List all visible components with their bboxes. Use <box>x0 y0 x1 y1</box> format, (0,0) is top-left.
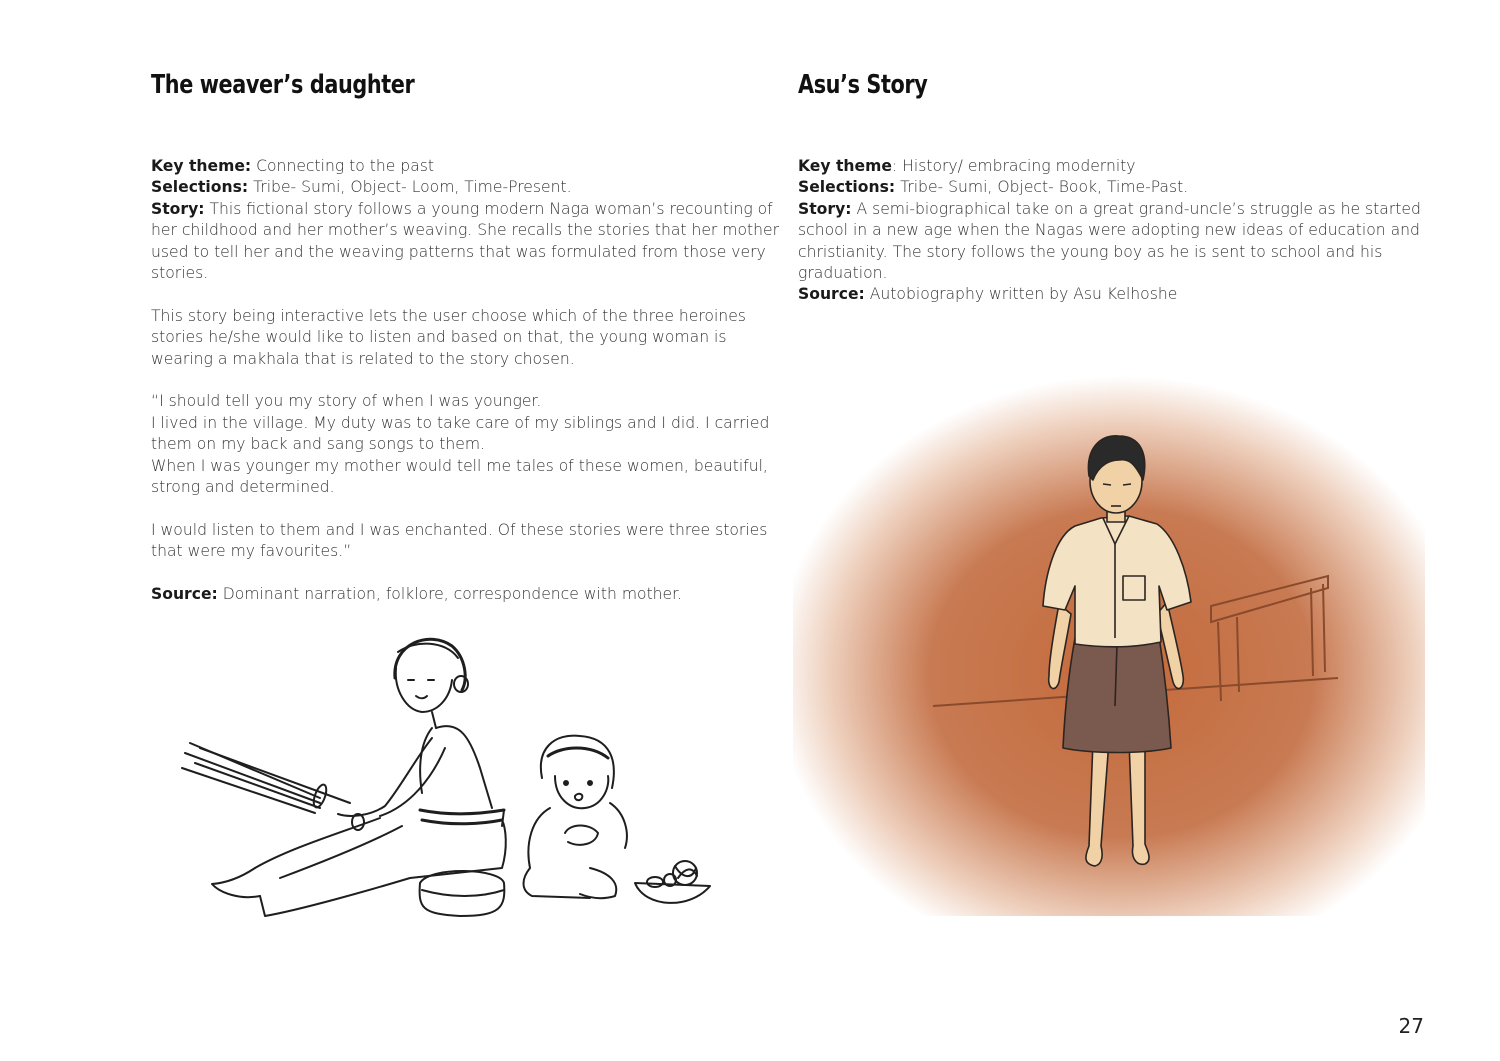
quote-line-2: I lived in the village. My duty was to take care of my siblings and I did. I carried them on my back and sang songs to them. <box>151 413 770 454</box>
interactive-paragraph: This story being interactive lets the user choose which of the three heroines stories he/she would like to listen and based on that, the young woman is wearing a makhala that is related to the story chosen. <box>151 306 746 368</box>
key-theme-label: Key theme <box>798 157 892 175</box>
left-source <box>151 584 783 605</box>
key-theme-label: Key theme: <box>151 157 252 175</box>
story-label: Story: <box>798 199 852 218</box>
left-story <box>151 199 783 285</box>
quote-line-3: When I was younger my mother would tell me tales of these women, beautiful, strong and determined. <box>151 456 768 497</box>
left-title: The weaver’s daughter <box>151 70 415 100</box>
left-column <box>151 70 783 605</box>
left-key-theme <box>151 156 783 177</box>
right-source <box>798 284 1428 305</box>
source-label: Source: <box>151 585 218 604</box>
yarn-bowl <box>635 861 710 903</box>
key-theme-value: : History/ embracing modernity <box>891 157 1136 175</box>
right-body <box>798 156 1428 306</box>
right-key-theme <box>798 156 1428 177</box>
left-selections <box>151 177 783 198</box>
weaver-illustration <box>170 628 730 928</box>
right-story <box>798 199 1428 285</box>
right-column <box>798 70 1428 306</box>
page-number: 27 <box>1398 1014 1424 1038</box>
source-value: Autobiography written by Asu Kelhoshe <box>864 285 1178 304</box>
source-value: Dominant narration, folklore, correspondence with mother. <box>217 585 683 604</box>
loom-threads <box>182 743 350 813</box>
selections-value: Tribe- Sumi, Object- Loom, Time-Present. <box>248 178 572 197</box>
selections-value: Tribe- Sumi, Object- Book, Time-Past. <box>895 178 1189 197</box>
selections-label: Selections: <box>151 178 249 197</box>
weaver-woman <box>212 639 506 916</box>
quote-line-4: I would listen to them and I was enchanted. Of these stories were three stories that were my favourites.” <box>151 520 768 561</box>
source-label: Source: <box>798 285 865 304</box>
story-label: Story: <box>151 199 205 218</box>
left-body <box>151 156 783 605</box>
key-theme-value: Connecting to the past <box>251 157 434 175</box>
selections-label: Selections: <box>798 178 896 197</box>
story-value: This fictional story follows a young modern Naga woman’s recounting of her childhood and her mother’s weaving. She recalls the stories that her mother used to tell her and the weaving patterns that was formulated from those very stories. <box>151 199 780 283</box>
story-value: A semi-biographical take on a great grand-uncle’s struggle as he started school in a new age when the Nagas were adopting new ideas of education and christianity. The story follows the young boy as he is sent to school and his graduation. <box>798 199 1421 283</box>
right-title: Asu’s Story <box>798 70 928 100</box>
quote-line-1: “I should tell you my story of when I was younger. <box>151 392 542 411</box>
child <box>524 736 627 899</box>
asu-illustration <box>793 376 1425 916</box>
right-selections <box>798 177 1428 198</box>
